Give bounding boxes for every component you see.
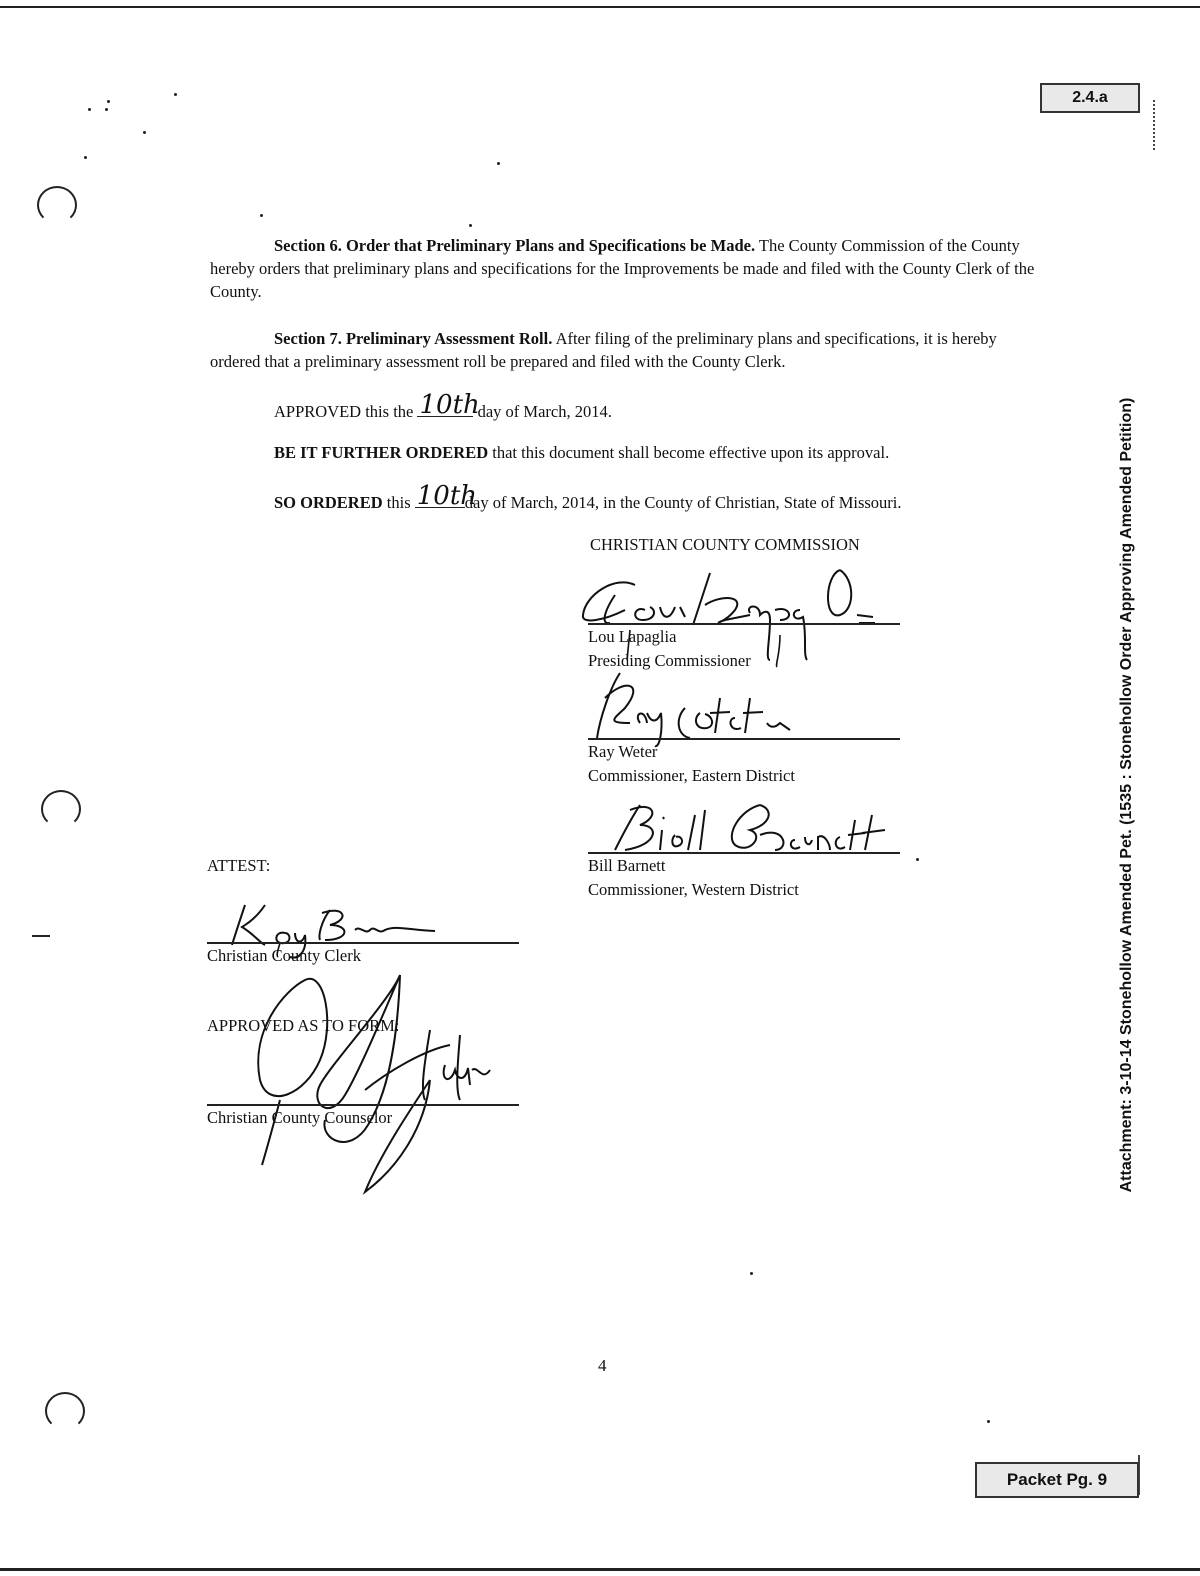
scan-speck xyxy=(469,224,472,227)
so-ordered-lead: SO ORDERED xyxy=(274,493,383,512)
further-ordered-lead: BE IT FURTHER ORDERED xyxy=(274,443,489,462)
presiding-title: Presiding Commissioner xyxy=(588,651,751,670)
section-7-body: After filing of the preliminary plans and specifications, it is hereby ordered that a preliminary assessment roll be prepared and filed with the County Clerk. xyxy=(210,329,997,371)
so-ordered-day-handwritten: 10th xyxy=(416,481,478,511)
scan-speck xyxy=(260,214,263,217)
signature-line-eastern xyxy=(588,738,900,740)
scan-speck xyxy=(750,1272,753,1275)
scan-dash xyxy=(32,935,50,937)
approved-day-blank xyxy=(417,390,480,420)
counselor-title: Christian County Counselor xyxy=(207,1108,393,1127)
scan-speck xyxy=(174,93,177,96)
further-ordered-text: that this document shall become effective upon its approval. xyxy=(492,443,890,462)
side-dotted-line xyxy=(1153,100,1155,150)
presiding-name: Lou Lapaglia xyxy=(588,627,677,646)
approved-as-to-form-label: APPROVED AS TO FORM: xyxy=(207,1016,400,1035)
section-7-paragraph xyxy=(210,327,1035,373)
page-label-badge: 2.4.a xyxy=(1040,83,1140,113)
top-border xyxy=(0,6,1200,8)
signature-counselor xyxy=(250,970,520,1200)
scan-speck xyxy=(105,108,108,111)
section-7-title: Section 7. Preliminary Assessment Roll. xyxy=(274,329,553,348)
so-ordered-line xyxy=(274,481,902,513)
signature-line-presiding xyxy=(588,623,900,625)
approved-prefix: APPROVED this the xyxy=(274,402,414,421)
packet-page-badge: Packet Pg. 9 xyxy=(975,1462,1139,1498)
so-ordered-suffix: day of March, 2014, in the County of Christian, State of Missouri. xyxy=(464,493,902,512)
approved-suffix: day of March, 2014. xyxy=(477,402,612,421)
commission-heading: CHRISTIAN COUNTY COMMISSION xyxy=(590,535,860,554)
scan-speck xyxy=(916,858,919,861)
so-ordered-prefix: this xyxy=(386,493,411,512)
section-6-paragraph xyxy=(210,234,1035,303)
further-ordered-line xyxy=(274,443,889,463)
scan-speck xyxy=(497,162,500,165)
attest-label: ATTEST: xyxy=(207,856,271,875)
scan-speck xyxy=(143,131,146,134)
punch-hole-bottom xyxy=(45,1392,85,1430)
scan-speck xyxy=(987,1420,990,1423)
punch-hole-top xyxy=(37,186,77,224)
punch-hole-middle xyxy=(41,790,81,828)
scan-speck xyxy=(84,156,87,159)
attachment-side-label: Attachment: 3-10-14 Stonehollow Amended Pet. (1535 : Stonehollow Order Approving Amended Petition) xyxy=(1118,397,1135,1193)
page-number: 4 xyxy=(598,1356,607,1375)
bottom-border xyxy=(0,1568,1200,1571)
signature-line-clerk xyxy=(207,942,519,944)
scan-speck xyxy=(107,100,110,103)
signature-barnett xyxy=(600,795,900,860)
scan-speck xyxy=(88,108,91,111)
section-6-body: The County Commission of the County hereby orders that preliminary plans and specifications for the Improvements be made and filed with the County Clerk of the County. xyxy=(210,236,1035,301)
signature-line-counselor xyxy=(207,1104,519,1106)
clerk-title: Christian County Clerk xyxy=(207,946,361,965)
approved-line xyxy=(274,390,612,422)
western-name: Bill Barnett xyxy=(588,856,666,875)
so-ordered-day-blank xyxy=(415,481,478,511)
eastern-title: Commissioner, Eastern District xyxy=(588,766,795,785)
eastern-name: Ray Weter xyxy=(588,742,658,761)
signature-line-western xyxy=(588,852,900,854)
approved-day-handwritten: 10th xyxy=(419,390,480,420)
western-title: Commissioner, Western District xyxy=(588,880,799,899)
section-6-title: Section 6. Order that Preliminary Plans and Specifications be Made. xyxy=(274,236,756,255)
